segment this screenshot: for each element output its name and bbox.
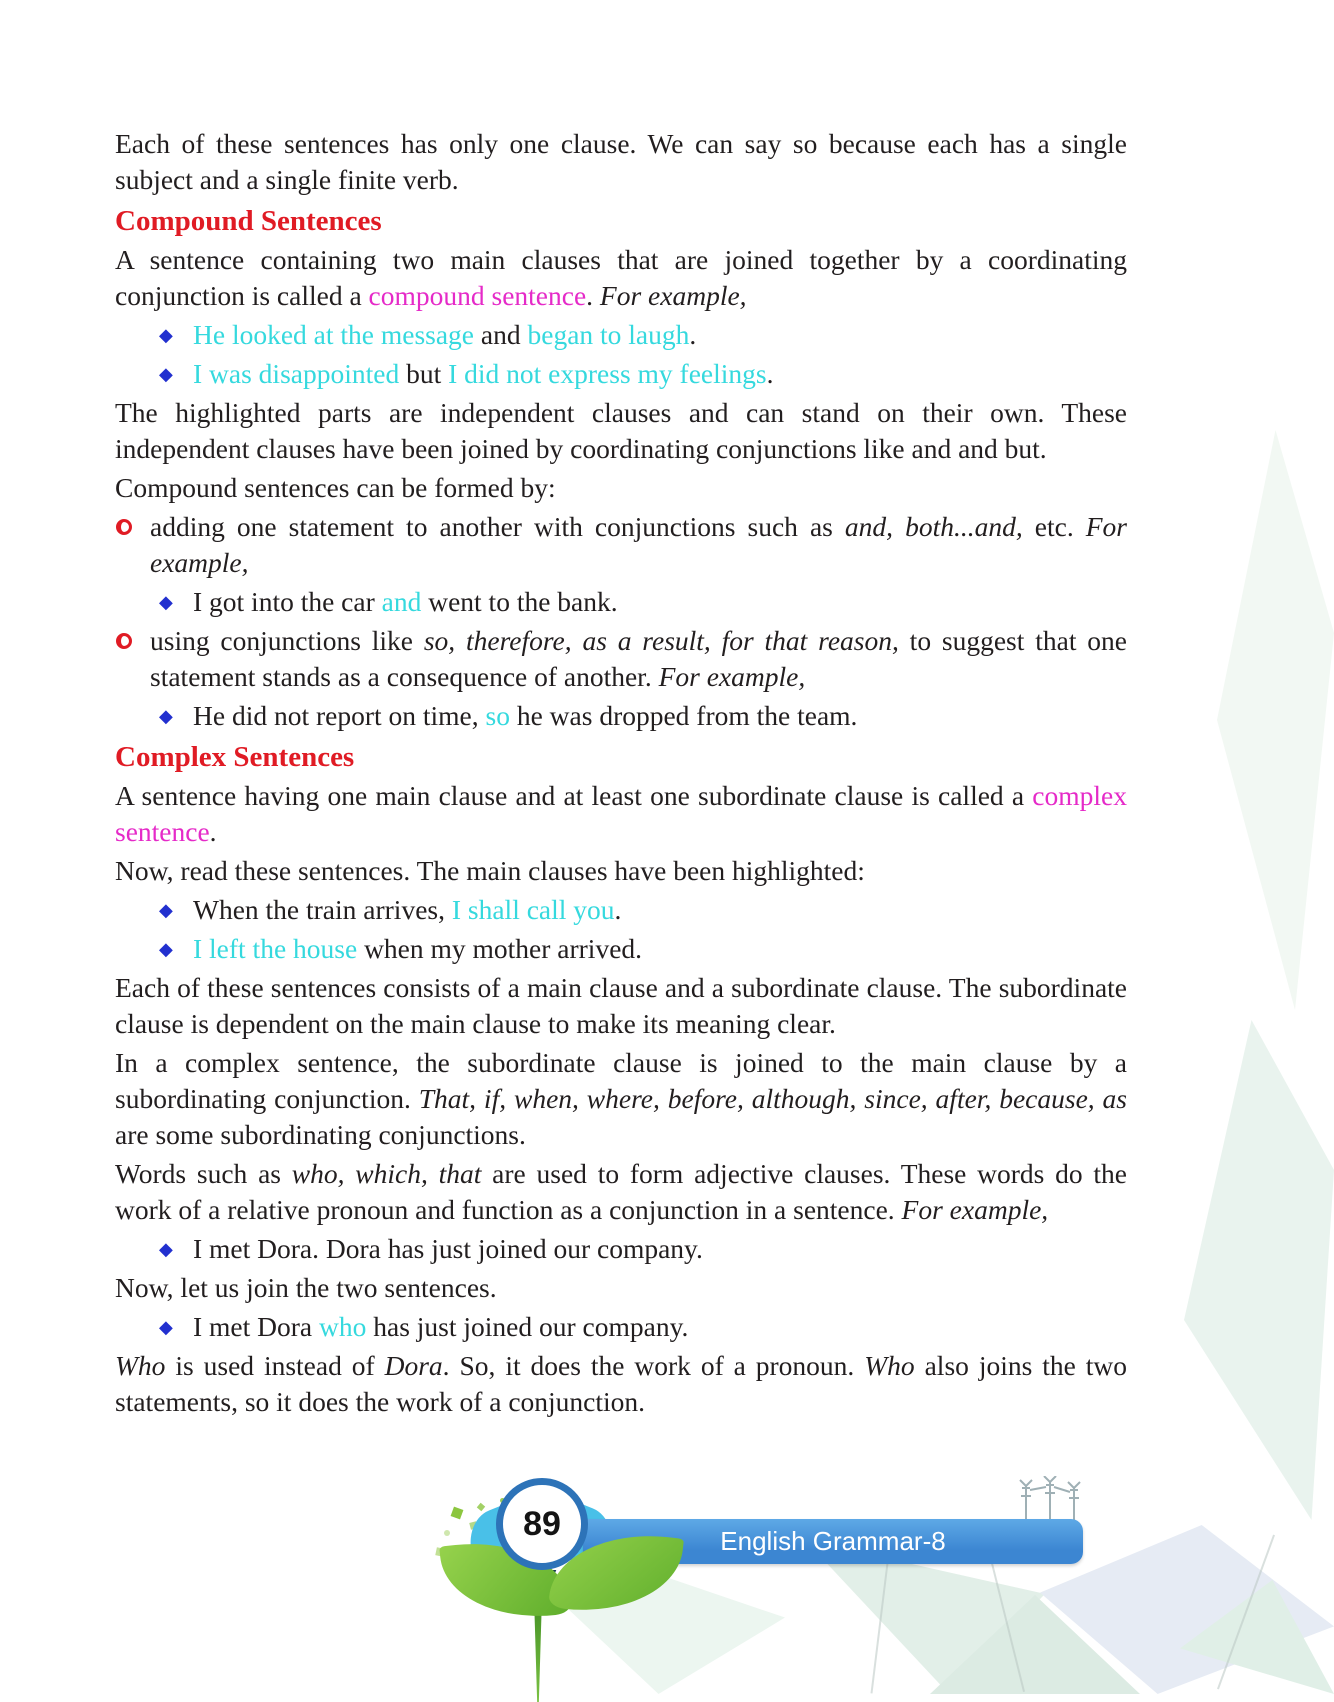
confetti-dot-icon bbox=[477, 1503, 485, 1511]
paragraph: A sentence having one main clause and at least one subordinate clause is called a complex sentence. bbox=[115, 780, 1127, 847]
diamond-bullet-icon: ◆ bbox=[159, 325, 173, 346]
paragraph: Each of these sentences has only one clause. We can say so because each has a single subject and a single finite verb. bbox=[115, 128, 1127, 195]
diamond-bullet-icon: ◆ bbox=[159, 1317, 173, 1338]
paragraph: Now, read these sentences. The main clauses have been highlighted: bbox=[115, 855, 865, 886]
list-item: using conjunctions like so, therefore, as a result, for that reason, to suggest that one statement stands as a consequence of another. For example, bbox=[115, 623, 1127, 695]
list-item: adding one statement to another with conjunctions such as and, both...and, etc. For example, bbox=[115, 509, 1127, 581]
circle-bullet-icon bbox=[116, 633, 132, 649]
list-item: ◆ He did not report on time, so he was dropped from the team. bbox=[115, 698, 1127, 734]
section-heading: Compound Sentences bbox=[115, 205, 382, 237]
paragraph: Now, let us join the two sentences. bbox=[115, 1272, 497, 1303]
section-heading: Complex Sentences bbox=[115, 741, 355, 773]
confetti-dot-icon bbox=[451, 1507, 464, 1520]
list-item: ◆ I got into the car and went to the bank. bbox=[115, 584, 1127, 620]
book-title: English Grammar-8 bbox=[720, 1526, 946, 1556]
diamond-bullet-icon: ◆ bbox=[159, 364, 173, 385]
list-item: ◆ I met Dora. Dora has just joined our company. bbox=[115, 1231, 1127, 1267]
confetti-dot-icon bbox=[444, 1530, 450, 1536]
background-watermark-leaf bbox=[1204, 430, 1334, 1010]
paragraph: Compound sentences can be formed by: bbox=[115, 472, 556, 503]
page-number: 89 bbox=[523, 1504, 561, 1543]
paragraph: In a complex sentence, the subordinate clause is joined to the main clause by a subordinating conjunction. That, if, when, where, before, although, since, after, because, as are some subordinating conjunctions. bbox=[115, 1047, 1127, 1150]
paragraph: Who is used instead of Dora. So, it does the work of a pronoun. Who also joins the two statements, so it does the work of a conjunction. bbox=[115, 1350, 1127, 1417]
power-lines-icon bbox=[1012, 1476, 1092, 1522]
page-number-badge bbox=[496, 1478, 588, 1570]
paragraph: The highlighted parts are independent clauses and can stand on their own. These independent clauses have been joined by coordinating conjunctions like and and but. bbox=[115, 397, 1127, 464]
paragraph: Each of these sentences consists of a main clause and a subordinate clause. The subordinate clause is dependent on the main clause to make its meaning clear. bbox=[115, 972, 1127, 1039]
paragraph: Words such as who, which, that are used to form adjective clauses. These words do the work of a relative pronoun and function as a conjunction in a sentence. For example, bbox=[115, 1158, 1127, 1225]
diamond-bullet-icon: ◆ bbox=[159, 1239, 173, 1260]
diamond-bullet-icon: ◆ bbox=[159, 900, 173, 921]
list-item: ◆ When the train arrives, I shall call you. bbox=[115, 892, 1127, 928]
list-item: ◆ I was disappointed but I did not express my feelings. bbox=[115, 356, 1127, 392]
diamond-bullet-icon: ◆ bbox=[159, 706, 173, 727]
paragraph: A sentence containing two main clauses that are joined together by a coordinating conjunction is called a compound sentence. For example, bbox=[115, 244, 1127, 311]
footer bbox=[0, 1470, 1334, 1694]
list-item: ◆ I met Dora who has just joined our company. bbox=[115, 1309, 1127, 1345]
diamond-bullet-icon: ◆ bbox=[159, 592, 173, 613]
background-watermark-leaf bbox=[1184, 1020, 1334, 1520]
list-item: ◆ He looked at the message and began to laugh. bbox=[115, 317, 1127, 353]
content-blocks bbox=[115, 126, 1127, 1423]
diamond-bullet-icon: ◆ bbox=[159, 939, 173, 960]
circle-bullet-icon bbox=[116, 519, 132, 535]
list-item: ◆ I left the house when my mother arrived. bbox=[115, 931, 1127, 967]
